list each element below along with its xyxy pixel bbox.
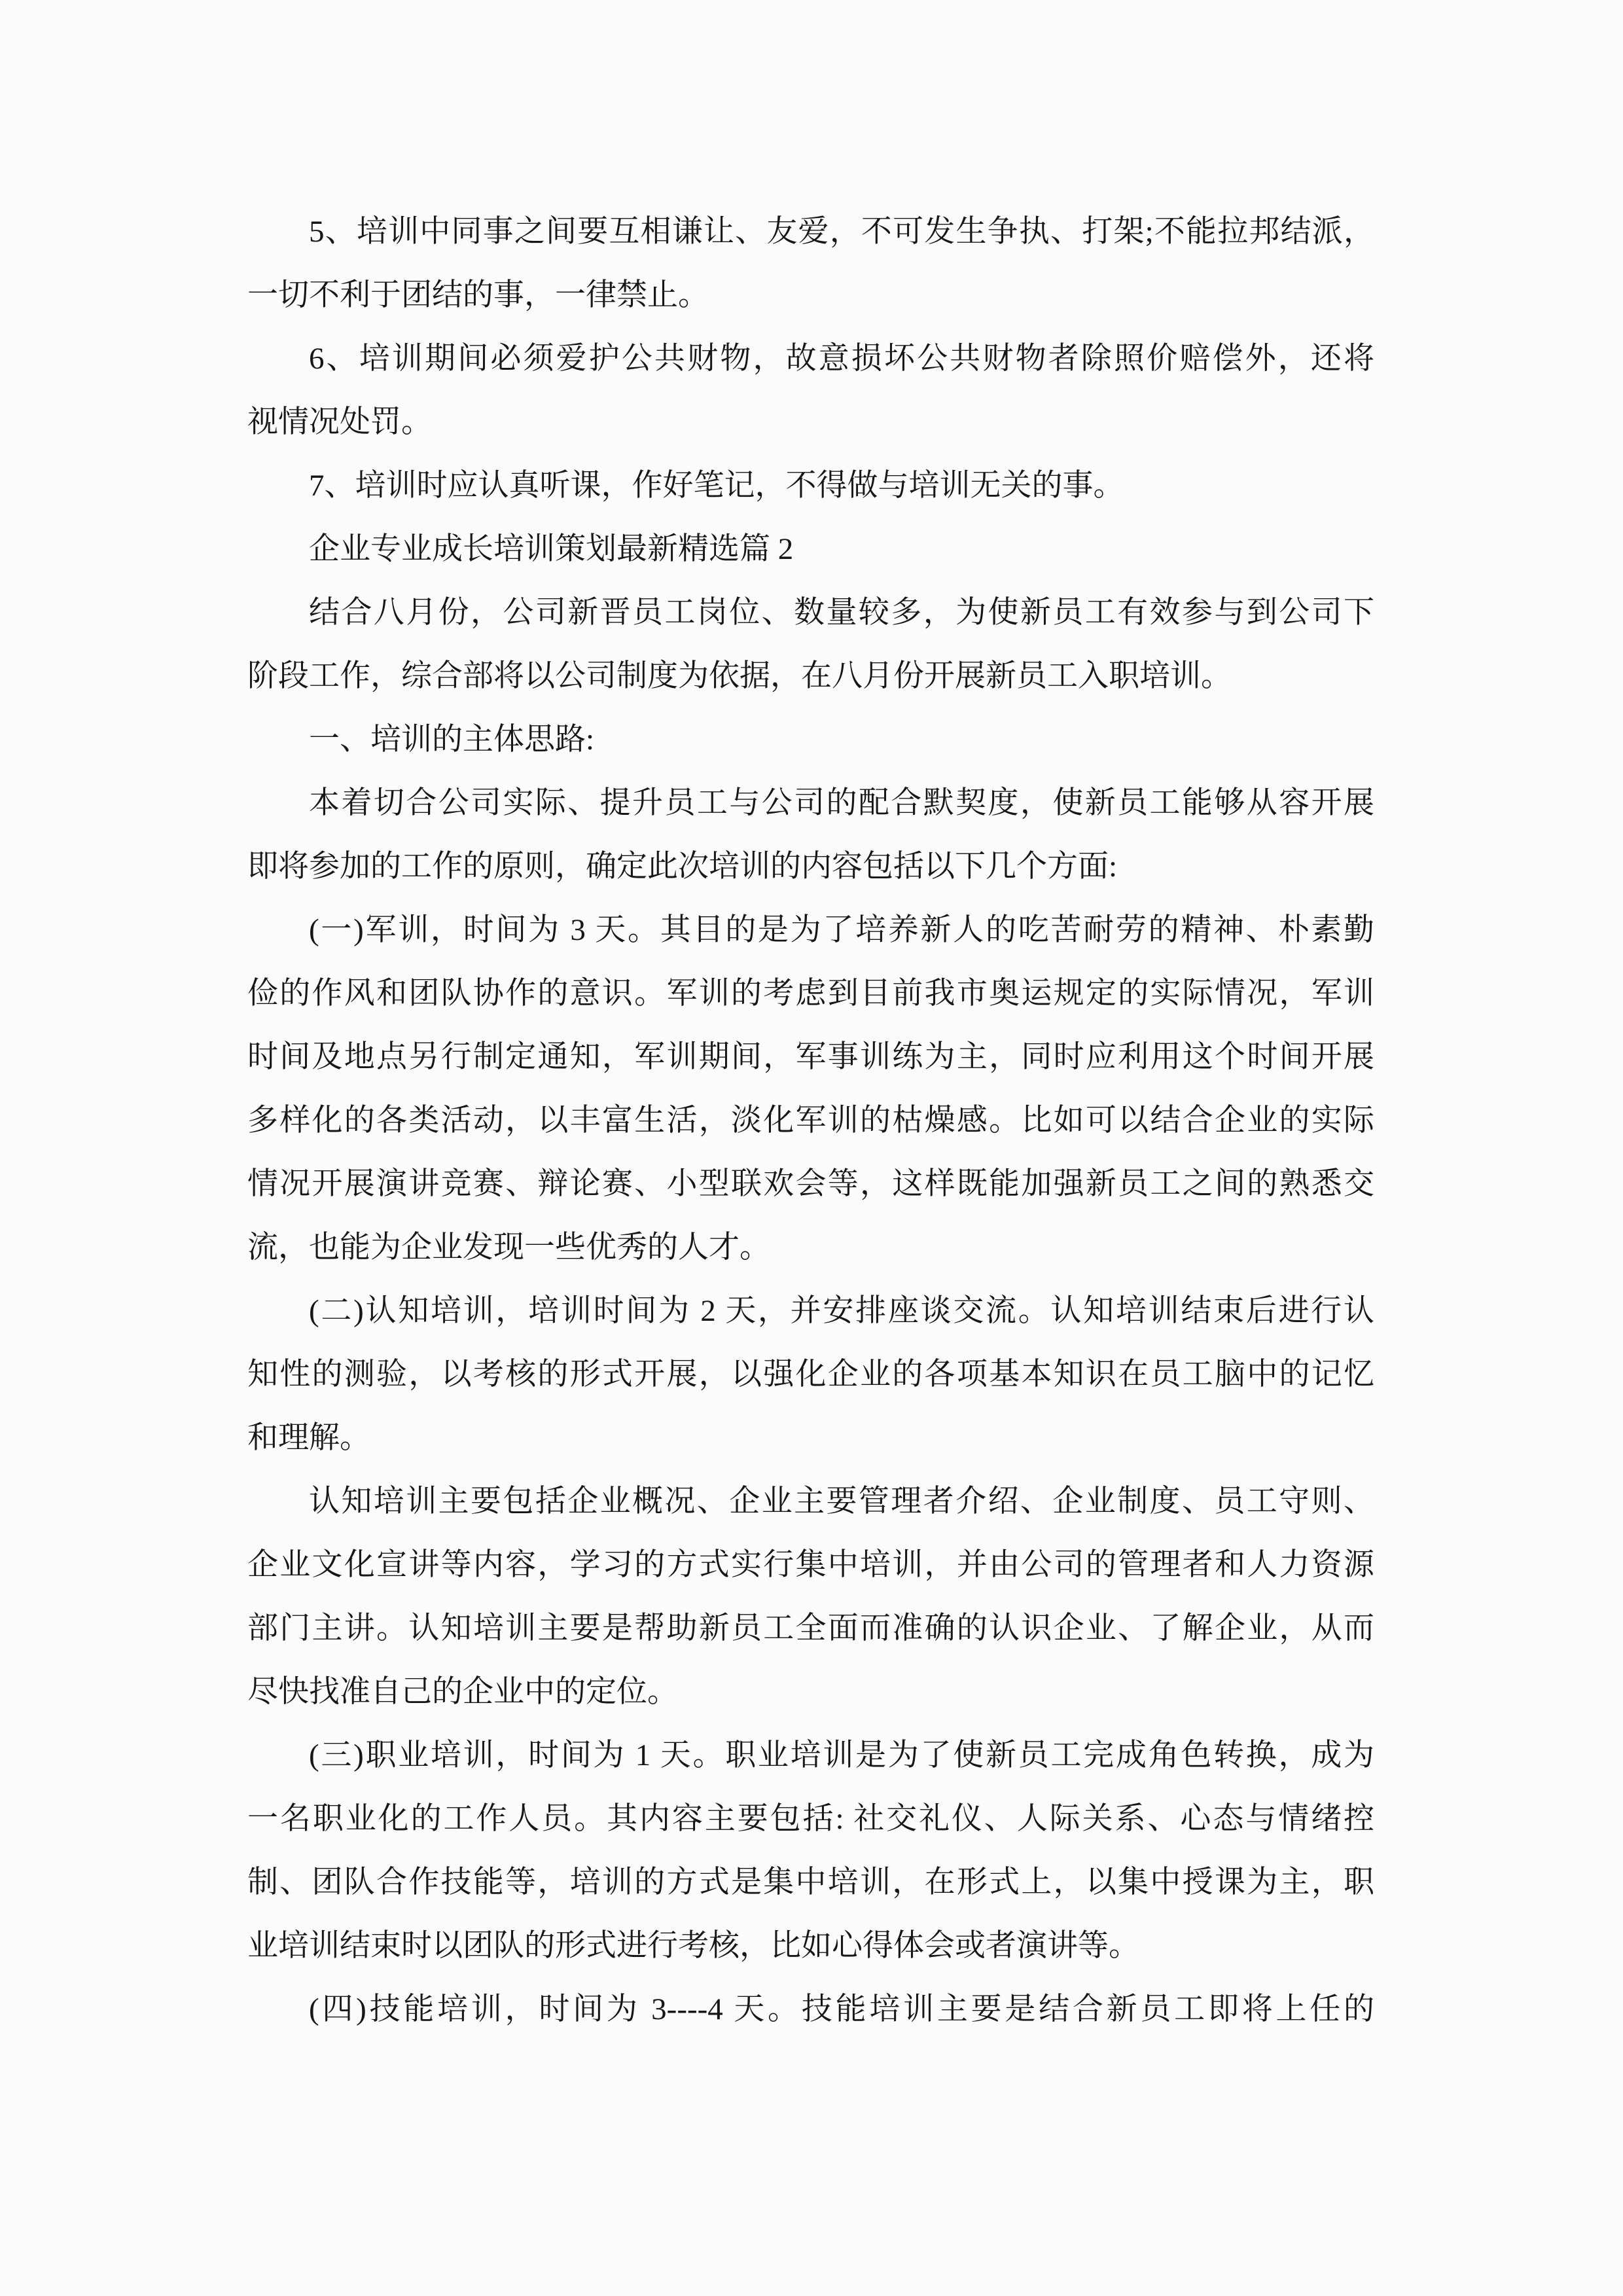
text-line: 和理解。	[247, 1421, 370, 1455]
text-line: 部门主讲。认知培训主要是帮助新员工全面而准确的认识企业、了解企业，从而	[247, 1611, 1374, 1645]
text-line: 流，也能为企业发现一些优秀的人才。	[247, 1230, 770, 1265]
text-line: 阶段工作，综合部将以公司制度为依据，在八月份开展新员工入职培训。	[247, 659, 1232, 693]
text-line: 即将参加的工作的原则，确定此次培训的内容包括以下几个方面:	[247, 850, 1118, 884]
text-line: 情况开展演讲竞赛、辩论赛、小型联欢会等，这样既能加强新员工之间的熟悉交	[247, 1167, 1374, 1201]
text-line: 视情况处罚。	[247, 405, 432, 439]
text-line: (二)认知培训，培训时间为 2 天，并安排座谈交流。认知培训结束后进行认	[309, 1294, 1374, 1328]
text-line: 业培训结束时以团队的形式进行考核，比如心得体会或者演讲等。	[247, 1929, 1139, 1963]
text-line: 本着切合公司实际、提升员工与公司的配合默契度，使新员工能够从容开展	[309, 786, 1374, 820]
text-line: 制、团队合作技能等，培训的方式是集中培训，在形式上，以集中授课为主，职	[247, 1865, 1374, 1899]
text-line: 认知培训主要包括企业概况、企业主要管理者介绍、企业制度、员工守则、	[309, 1484, 1374, 1518]
text-line: 企业专业成长培训策划最新精选篇 2	[309, 532, 794, 566]
text-line: 多样化的各类活动，以丰富生活，淡化军训的枯燥感。比如可以结合企业的实际	[247, 1103, 1374, 1138]
text-line: 5、培训中同事之间要互相谦让、友爱，不可发生争执、打架;不能拉邦结派，	[309, 215, 1374, 249]
text-line: 结合八月份，公司新晋员工岗位、数量较多，为使新员工有效参与到公司下	[309, 596, 1374, 630]
text-line: 尽快找准自己的企业中的定位。	[247, 1675, 678, 1709]
text-line: 一切不利于团结的事，一律禁止。	[247, 278, 709, 312]
text-line: 6、培训期间必须爱护公共财物，故意损坏公共财物者除照价赔偿外，还将	[309, 342, 1374, 376]
text-line: 知性的测验，以考核的形式开展，以强化企业的各项基本知识在员工脑中的记忆	[247, 1357, 1374, 1391]
text-line: 一、培训的主体思路:	[309, 723, 595, 757]
text-line: 时间及地点另行制定通知，军训期间，军事训练为主，同时应利用这个时间开展	[247, 1040, 1374, 1074]
text-line: (四)技能培训，时间为 3----4 天。技能培训主要是结合新员工即将上任的	[309, 1992, 1374, 2026]
text-line: (一)军训，时间为 3 天。其目的是为了培养新人的吃苦耐劳的精神、朴素勤	[309, 913, 1374, 947]
text-line: 企业文化宣讲等内容，学习的方式实行集中培训，并由公司的管理者和人力资源	[247, 1548, 1374, 1582]
text-line: 一名职业化的工作人员。其内容主要包括: 社交礼仪、人际关系、心态与情绪控	[247, 1802, 1374, 1836]
text-line: (三)职业培训，时间为 1 天。职业培训是为了使新员工完成角色转换，成为	[309, 1738, 1374, 1772]
text-line: 俭的作风和团队协作的意识。军训的考虑到目前我市奥运规定的实际情况，军训	[247, 977, 1374, 1011]
document-text-block	[247, 200, 1374, 2041]
text-line: 7、培训时应认真听课，作好笔记，不得做与培训无关的事。	[309, 469, 1124, 503]
